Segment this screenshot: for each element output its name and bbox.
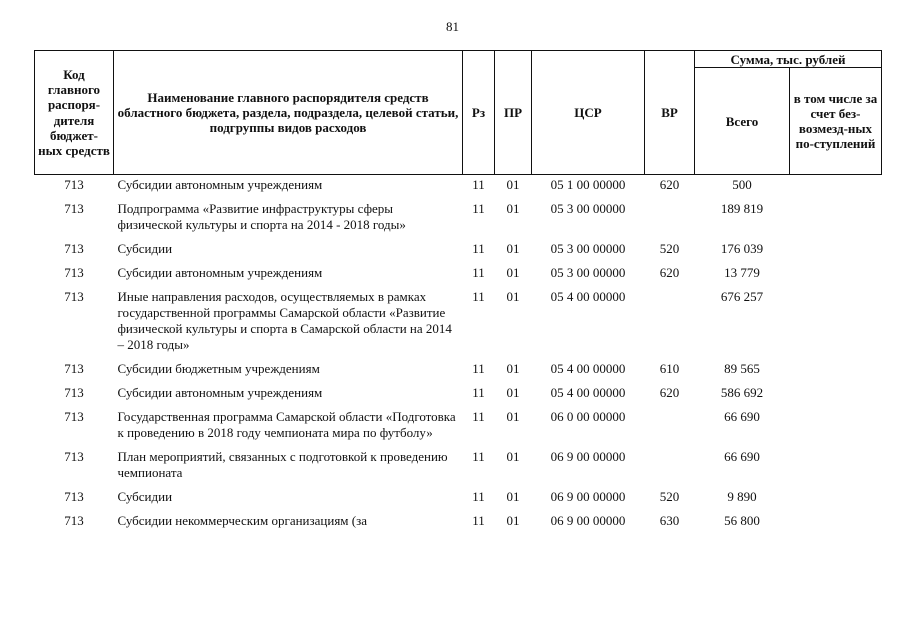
- cell-vr: 620: [659, 265, 680, 280]
- cell-vr: 630: [659, 513, 680, 528]
- cell-incl: [790, 239, 882, 263]
- cell-code: 713: [64, 201, 84, 216]
- cell-name: Субсидии автономным учреждениям: [117, 177, 323, 192]
- table-row: [35, 487, 882, 511]
- cell-rz: 11: [472, 513, 485, 528]
- cell-vr: [645, 287, 695, 359]
- cell-incl: [790, 199, 882, 239]
- cell-pr: 01: [506, 409, 520, 424]
- cell-code: 713: [64, 449, 84, 464]
- table-row: [35, 383, 882, 407]
- cell-pr: 01: [506, 289, 520, 304]
- cell-rz: 11: [472, 361, 485, 376]
- table-row: [35, 511, 882, 535]
- cell-pr: 01: [506, 201, 520, 216]
- header-sum-all: Всего: [695, 68, 790, 175]
- cell-incl: [790, 383, 882, 407]
- cell-pr: 01: [506, 489, 520, 504]
- cell-vr: 520: [659, 241, 680, 256]
- cell-csr: 06 9 00 00000: [550, 513, 626, 528]
- cell-rz: 11: [472, 489, 485, 504]
- table-body: [35, 175, 882, 536]
- cell-all: 66 690: [724, 409, 760, 424]
- cell-vr: 610: [659, 361, 680, 376]
- cell-code: 713: [64, 409, 84, 424]
- cell-incl: [790, 511, 882, 535]
- cell-rz: 11: [472, 241, 485, 256]
- cell-csr: 06 9 00 00000: [550, 489, 626, 504]
- cell-code: 713: [64, 265, 84, 280]
- table-row: [35, 175, 882, 200]
- cell-incl: [790, 263, 882, 287]
- header-vr: ВР: [645, 51, 695, 175]
- cell-name: Субсидии: [117, 241, 173, 256]
- cell-vr: [645, 199, 695, 239]
- cell-incl: [790, 359, 882, 383]
- cell-rz: 11: [472, 449, 485, 464]
- cell-name: Субсидии бюджетным учреждениям: [117, 361, 320, 376]
- table-row: [35, 263, 882, 287]
- budget-table: [34, 50, 882, 535]
- cell-code: 713: [64, 289, 84, 304]
- cell-pr: 01: [506, 265, 520, 280]
- cell-pr: 01: [506, 241, 520, 256]
- cell-code: 713: [64, 177, 84, 192]
- cell-name: Субсидии: [117, 489, 173, 504]
- cell-incl: [790, 175, 882, 200]
- page-number: 81: [446, 19, 459, 34]
- cell-code: 713: [64, 489, 84, 504]
- cell-pr: 01: [506, 385, 520, 400]
- cell-rz: 11: [472, 385, 485, 400]
- cell-incl: [790, 487, 882, 511]
- cell-all: 500: [732, 177, 752, 192]
- header-code: Код главного распоря-дителя бюджет-ных средств: [35, 51, 114, 175]
- cell-csr: 06 0 00 00000: [550, 409, 626, 424]
- table-row: [35, 287, 882, 359]
- cell-csr: 06 9 00 00000: [550, 449, 626, 464]
- cell-code: 713: [64, 361, 84, 376]
- table-row: [35, 407, 882, 447]
- cell-vr: [645, 407, 695, 447]
- cell-incl: [790, 287, 882, 359]
- cell-name: Подпрограмма «Развитие инфраструктуры сферы физической культуры и спорта на 2014 - 2018 годы»: [117, 201, 406, 232]
- cell-rz: 11: [472, 201, 485, 216]
- cell-name: Иные направления расходов, осуществляемых в рамках государственной программы Самарской области «Развитие физической культуры и спорта в Самарской области на 2014 – 2018 годы»: [117, 289, 452, 352]
- header-sum-incl: в том числе за счет без-возмезд-ных по-ступлений: [790, 68, 882, 175]
- cell-csr: 05 3 00 00000: [550, 201, 626, 216]
- cell-all: 189 819: [720, 201, 764, 216]
- cell-code: 713: [64, 385, 84, 400]
- cell-csr: 05 3 00 00000: [550, 241, 626, 256]
- cell-pr: 01: [506, 513, 520, 528]
- cell-all: 586 692: [720, 385, 764, 400]
- cell-all: 66 690: [724, 449, 760, 464]
- cell-code: 713: [64, 513, 84, 528]
- header-name: Наименование главного распорядителя средств областного бюджета, раздела, подраздела, целевой статьи, подгруппы видов расходов: [114, 51, 463, 175]
- header-rz: Рз: [463, 51, 495, 175]
- cell-csr: 05 4 00 00000: [550, 361, 626, 376]
- cell-csr: 05 4 00 00000: [550, 385, 626, 400]
- cell-all: 89 565: [724, 361, 760, 376]
- cell-all: 13 779: [724, 265, 760, 280]
- cell-name: Субсидии автономным учреждениям: [117, 265, 323, 280]
- cell-name: План мероприятий, связанных с подготовкой к проведению чемпионата: [117, 449, 448, 480]
- table-row: [35, 239, 882, 263]
- cell-csr: 05 4 00 00000: [550, 289, 626, 304]
- cell-rz: 11: [472, 409, 485, 424]
- cell-pr: 01: [506, 449, 520, 464]
- header-csr: ЦСР: [532, 51, 645, 175]
- cell-incl: [790, 447, 882, 487]
- cell-incl: [790, 407, 882, 447]
- cell-csr: 05 1 00 00000: [550, 177, 626, 192]
- header-pr: ПР: [495, 51, 532, 175]
- cell-vr: 520: [659, 489, 680, 504]
- cell-all: 676 257: [720, 289, 764, 304]
- table-header: [35, 51, 882, 175]
- table-row: [35, 199, 882, 239]
- cell-vr: 620: [659, 177, 680, 192]
- cell-vr: 620: [659, 385, 680, 400]
- cell-code: 713: [64, 241, 84, 256]
- cell-rz: 11: [472, 177, 485, 192]
- table-row: [35, 359, 882, 383]
- cell-csr: 05 3 00 00000: [550, 265, 626, 280]
- table-row: [35, 447, 882, 487]
- cell-all: 9 890: [727, 489, 757, 504]
- cell-rz: 11: [472, 289, 485, 304]
- cell-all: 56 800: [724, 513, 760, 528]
- cell-name: Субсидии автономным учреждениям: [117, 385, 323, 400]
- cell-rz: 11: [472, 265, 485, 280]
- cell-name: Субсидии некоммерческим организациям (за: [117, 513, 368, 528]
- cell-pr: 01: [506, 177, 520, 192]
- cell-pr: 01: [506, 361, 520, 376]
- header-sum-group: Сумма, тыс. рублей: [695, 51, 882, 68]
- cell-vr: [645, 447, 695, 487]
- cell-all: 176 039: [720, 241, 764, 256]
- cell-name: Государственная программа Самарской области «Подготовка к проведению в 2018 году чемпионата мира по футболу»: [117, 409, 456, 440]
